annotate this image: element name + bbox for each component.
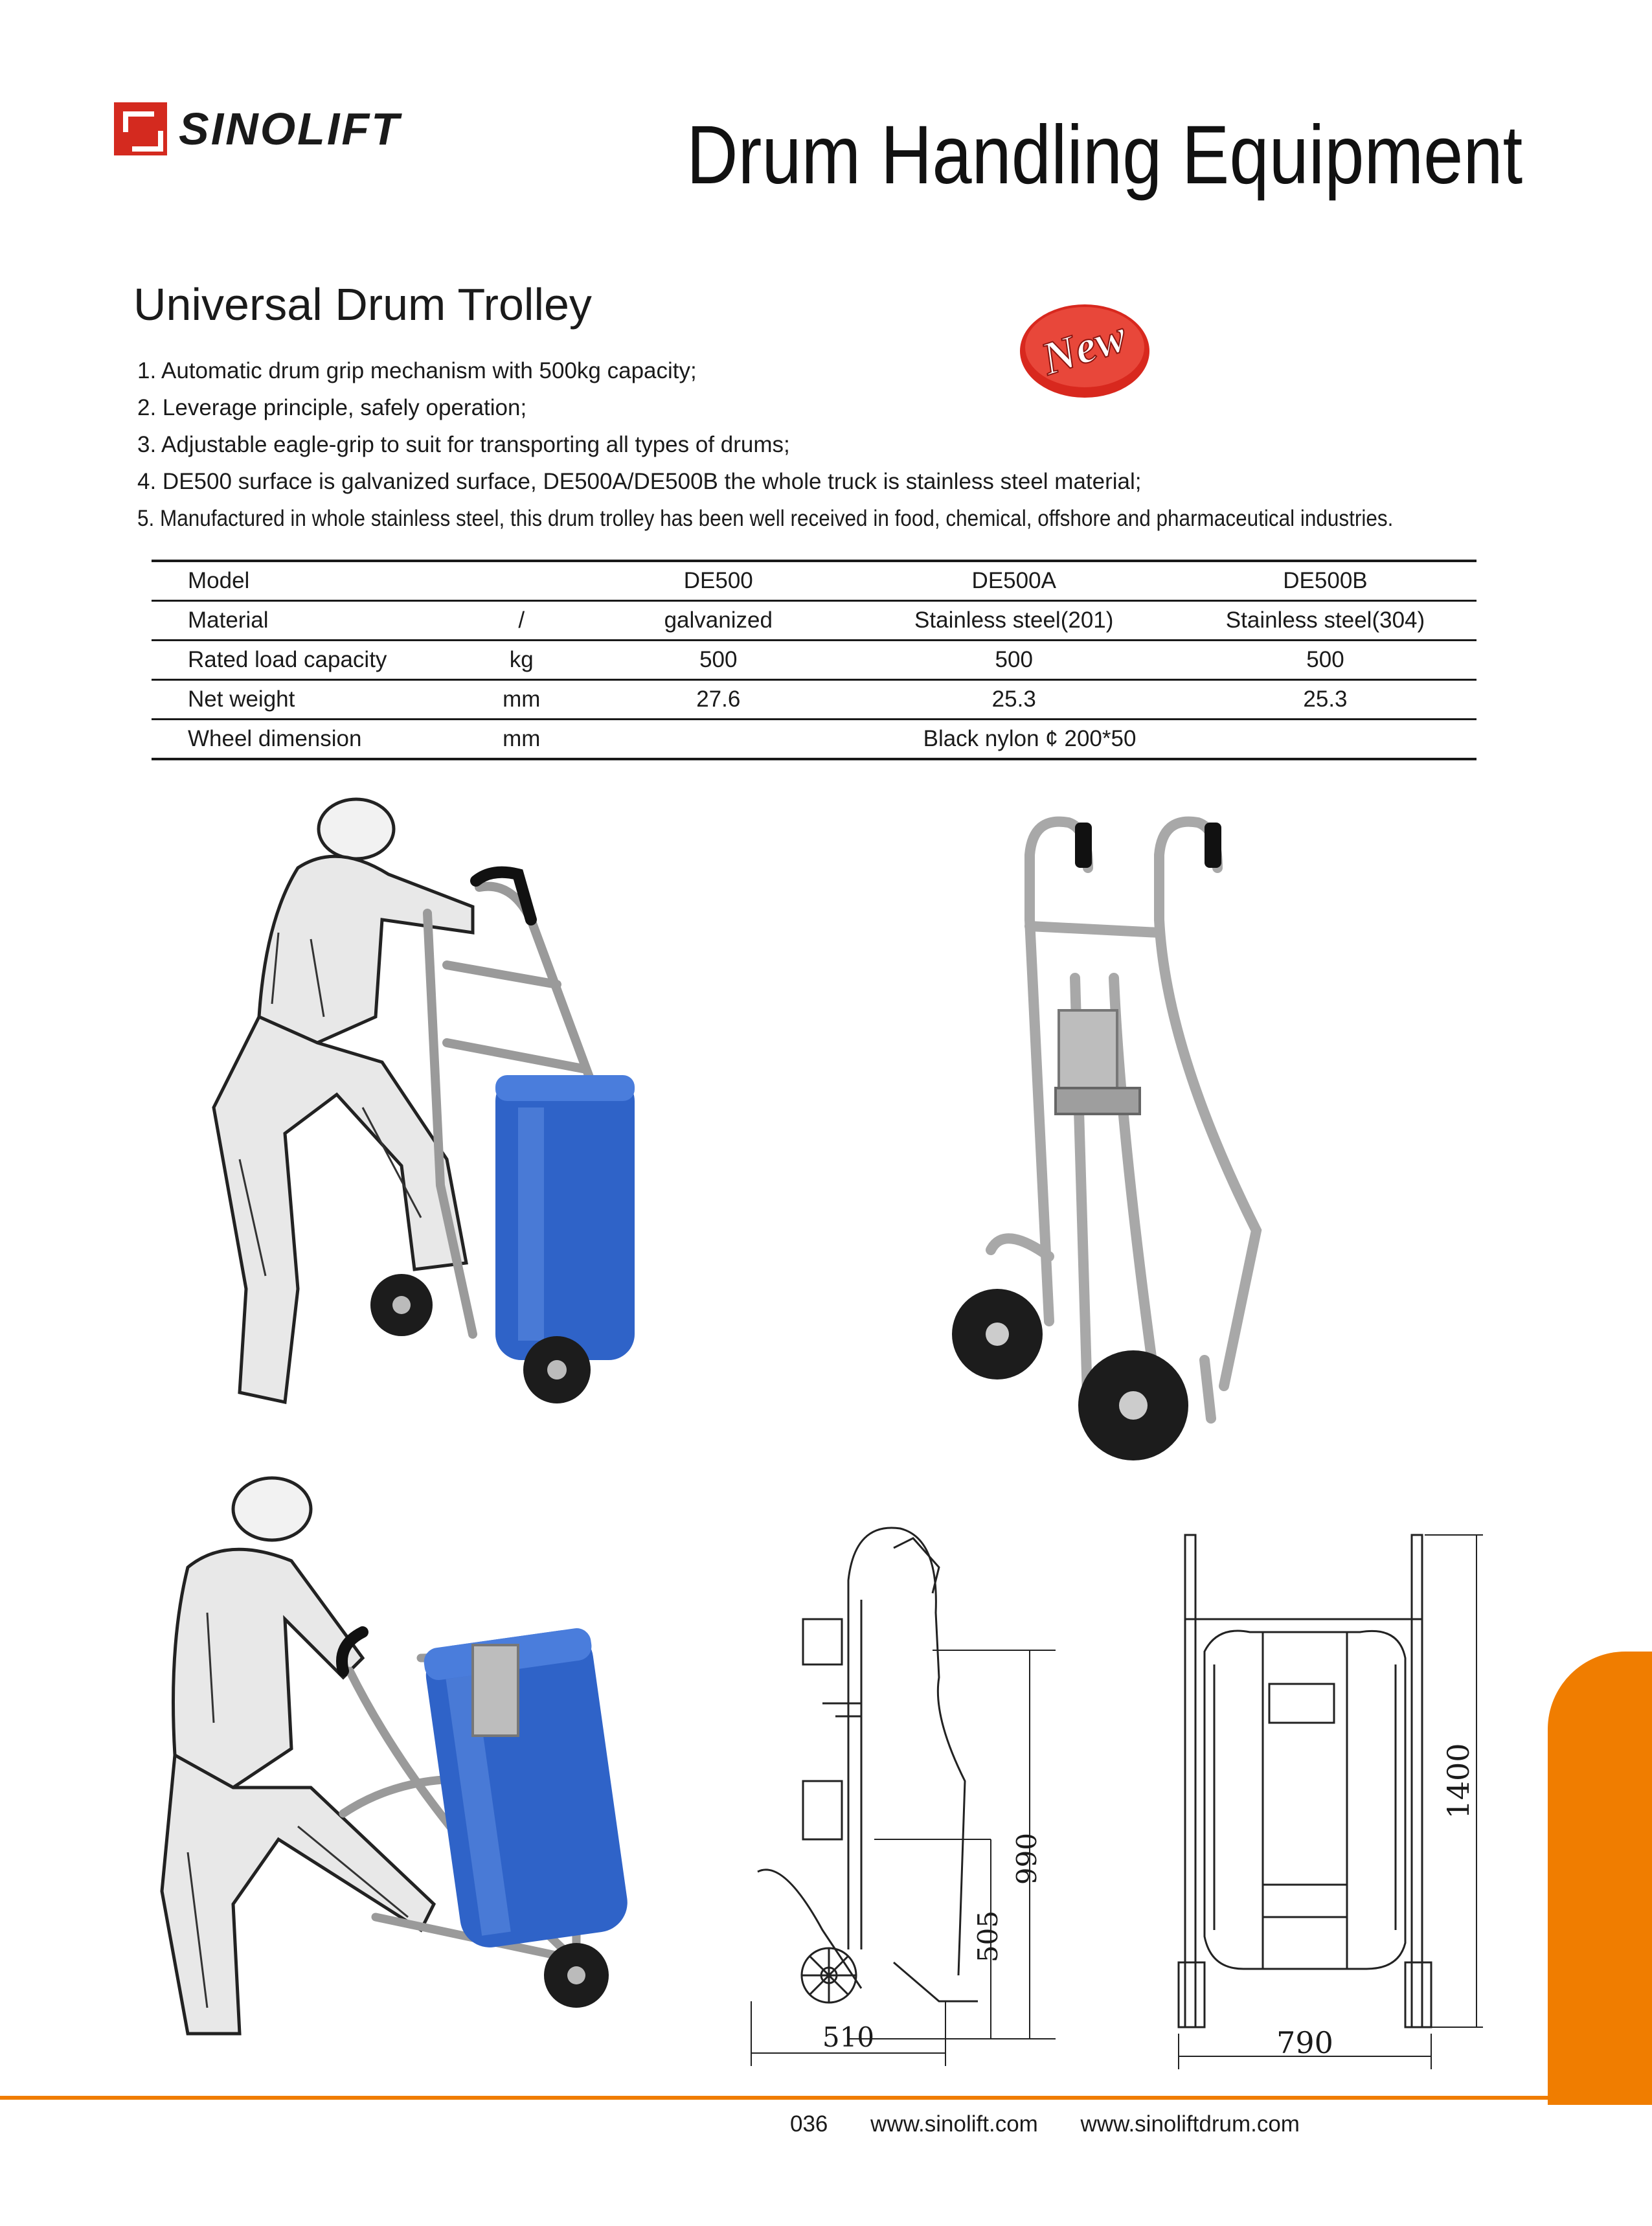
table-cell: kg [460,641,583,680]
table-cell: DE500A [854,561,1174,601]
table-cell: Stainless steel(304) [1174,601,1477,641]
worker-tilting-trolley-photo [168,771,673,1431]
table-cell: Stainless steel(201) [854,601,1174,641]
table-cell: Wheel dimension [152,720,460,760]
page-title: Drum Handling Equipment [686,109,1522,201]
table-row [152,641,1477,680]
table-cell: Material [152,601,460,641]
spec-table [152,560,1477,760]
feature-item: 1. Automatic drum grip mechanism with 500kg capacity; [137,358,697,383]
page-number: 036 [790,2111,828,2137]
website-link[interactable]: www.sinolift.com [870,2111,1038,2137]
table-header-row [152,561,1477,601]
table-cell: Rated load capacity [152,641,460,680]
table-cell: DE500 [583,561,854,601]
brand-name: SINOLIFT [179,104,401,154]
table-cell: mm [460,680,583,720]
table-cell: 500 [854,641,1174,680]
worker-transporting-drum-photo [149,1451,654,2060]
table-cell: / [460,601,583,641]
table-cell: 500 [583,641,854,680]
side-view-drawing [745,1509,1075,2073]
table-cell: 25.3 [1174,680,1477,720]
empty-trolley-photo [920,803,1282,1470]
table-row [152,601,1477,641]
table-cell: 500 [1174,641,1477,680]
table-row [152,680,1477,720]
website-link[interactable]: www.sinoliftdrum.com [1080,2111,1300,2137]
feature-item: 4. DE500 surface is galvanized surface, DE500A/DE500B the whole truck is stainless steel material; [137,469,1142,494]
dimension-label: 505 [972,1910,1004,1963]
table-cell [460,561,583,601]
footer [790,2111,1336,2137]
table-cell: Net weight [152,680,460,720]
feature-item: 3. Adjustable eagle-grip to suit for transporting all types of drums; [137,432,790,457]
dimension-label: 790 [1276,2025,1333,2060]
feature-item: 5. Manufactured in whole stainless steel, this drum trolley has been well received in food, chemical, offshore and pharmaceutical industries. [137,506,1394,531]
brand-logo [114,100,401,158]
feature-list [137,352,1562,537]
table-cell: DE500B [1174,561,1477,601]
table-cell: mm [460,720,583,760]
table-cell: 25.3 [854,680,1174,720]
page-edge-tab [1548,1652,1652,2105]
table-cell: 27.6 [583,680,854,720]
sinolift-logo-icon [114,102,167,155]
new-badge-text: New [1035,309,1133,385]
table-cell: Model [152,561,460,601]
dimension-label: 1400 [1441,1743,1476,1819]
table-cell: galvanized [583,601,854,641]
product-title: Universal Drum Trolley [133,279,592,330]
footer-rule [0,2096,1548,2100]
table-row [152,720,1477,760]
dimension-label: 510 [822,2021,875,2053]
dimension-label: 990 [1011,1832,1043,1885]
front-view-drawing [1159,1522,1502,2079]
feature-item: 2. Leverage principle, safely operation; [137,395,527,420]
table-cell: Black nylon ¢ 200*50 [583,720,1477,760]
